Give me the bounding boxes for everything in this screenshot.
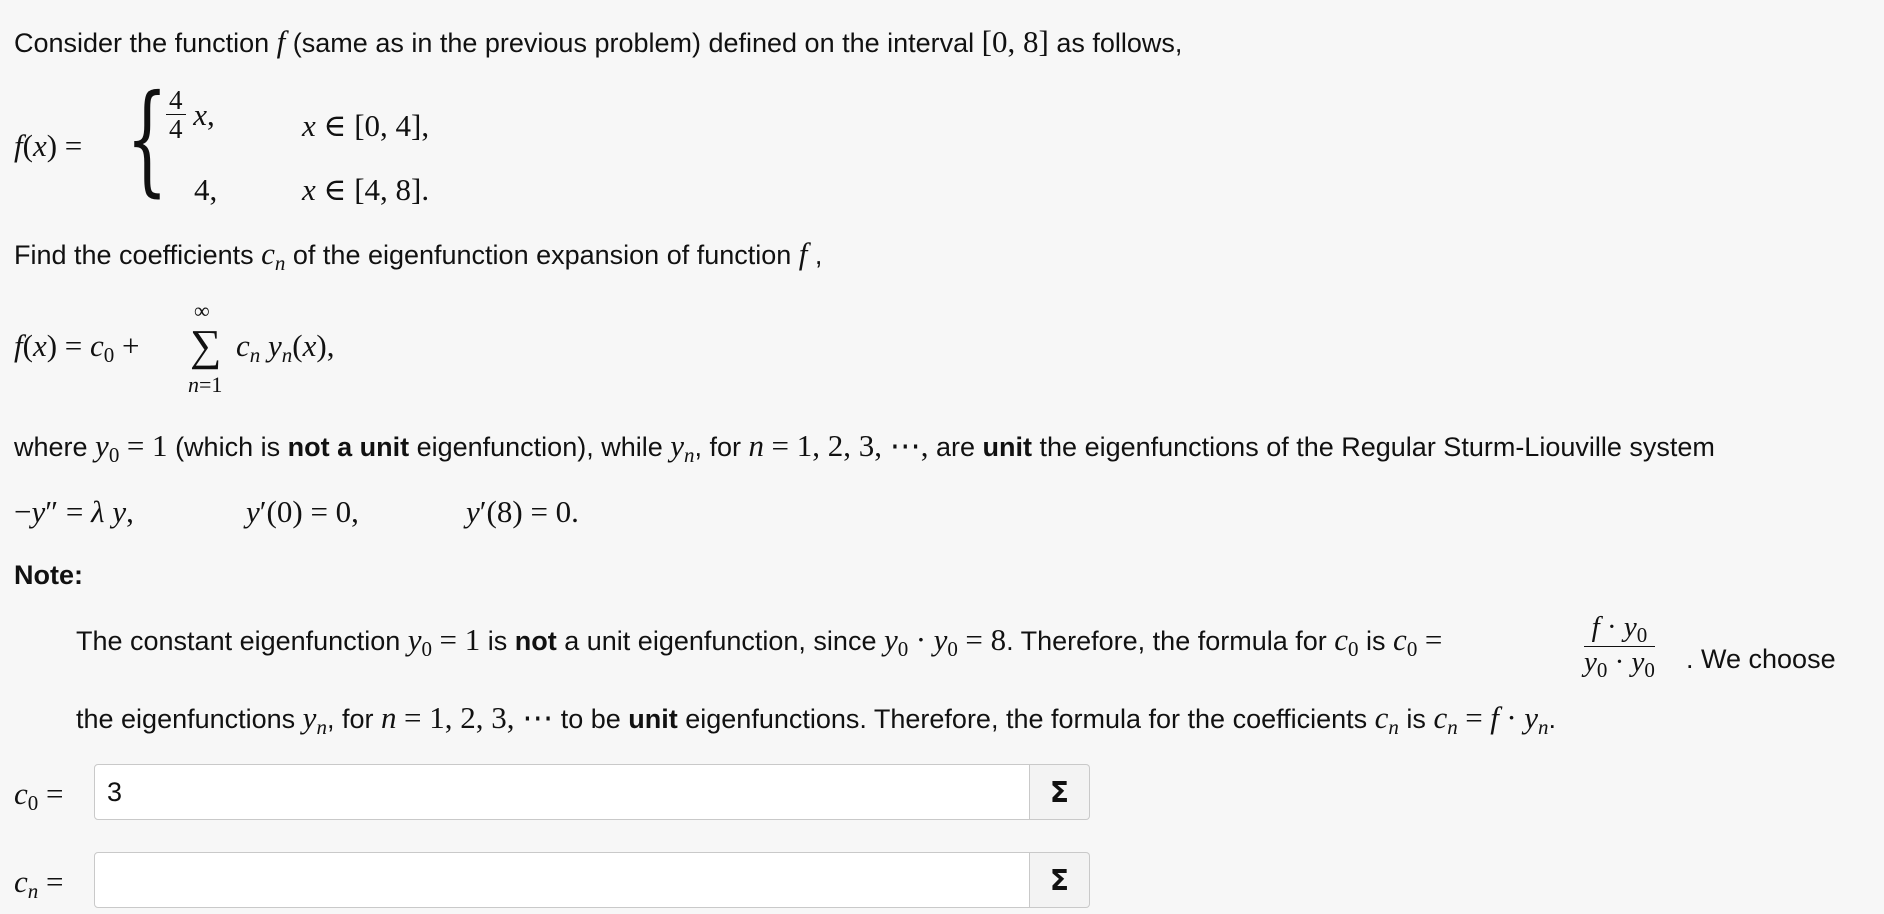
note-title: Note: bbox=[14, 560, 83, 590]
note-line-2: the eigenfunctions yn, for n = 1, 2, 3, ⋯ to be unit eigenfunctions. Therefore, the formula for the coefficients cn is cn = f · yn. bbox=[76, 700, 1556, 739]
piecewise-case1-cond: x ∈ [0, 4], bbox=[302, 108, 430, 143]
c0-answer-row bbox=[94, 764, 1090, 820]
piecewise-case1-expr: $\frac{4}{4}$ x, bbox=[166, 86, 215, 144]
note-line-1-end: . We choose bbox=[1686, 644, 1836, 674]
c0-input[interactable] bbox=[94, 764, 1030, 820]
sum-sigma: ∑ bbox=[190, 321, 222, 370]
note-line-1: The constant eigenfunction $y_0 = 1$ is not a unit eigenfunction, since $y_0 \cdot y_0 = 8$. Therefore, the formula for $c_0$ is $c_0$ = bbox=[76, 622, 1443, 661]
expansion-formula: $f(x) = c_0$ + bbox=[14, 328, 140, 367]
note-fraction: $\frac{f \cdot y_0}{y_0 \cdot y_0}$ bbox=[1584, 611, 1655, 683]
find-text-a: Find the coefficients bbox=[14, 240, 262, 270]
cn-label: cn = bbox=[14, 864, 64, 903]
find-text-b: of the eigenfunction expansion of function bbox=[285, 240, 799, 270]
where-text: where $y_0 = 1$ (which is not a unit eigenfunction), while yn, for n = 1, 2, 3, ⋯, are unit the eigenfunctions of the Regular Sturm-Liouville system bbox=[14, 428, 1715, 467]
sl-bc-right: y′(8) = 0. bbox=[466, 494, 579, 529]
intro-text-b: (same as in the previous problem) defined on the interval bbox=[285, 28, 982, 58]
sl-bc-left: y′(0) = 0, bbox=[246, 494, 359, 529]
sl-equation: −y″ = λ y, bbox=[14, 494, 134, 529]
piecewise-case2-expr: 4, bbox=[194, 172, 218, 207]
intro-interval: [0, 8] bbox=[981, 24, 1049, 59]
cn-sigma-button[interactable]: Σ bbox=[1030, 852, 1090, 908]
c0-sigma-button[interactable]: Σ bbox=[1030, 764, 1090, 820]
piecewise-brace: { bbox=[126, 70, 168, 209]
piecewise-lhs: f(x) = bbox=[14, 128, 83, 163]
cn-input[interactable] bbox=[94, 852, 1030, 908]
c0-label: $c_0$ = bbox=[14, 776, 64, 815]
find-text: Find the coefficients cn of the eigenfunction expansion of function f , bbox=[14, 236, 823, 275]
problem-intro bbox=[14, 24, 1182, 60]
intro-text-a: Consider the function bbox=[14, 28, 277, 58]
piecewise-case2-cond: x ∈ [4, 8]. bbox=[302, 172, 430, 207]
cn-answer-row bbox=[94, 852, 1090, 908]
intro-text-c: as follows, bbox=[1048, 28, 1183, 58]
sum-lower: n=1 bbox=[188, 372, 223, 397]
intro-symbol-f: f bbox=[276, 24, 286, 59]
sum-upper: ∞ bbox=[194, 298, 210, 323]
expansion-terms: cn yn(x), bbox=[236, 328, 335, 367]
